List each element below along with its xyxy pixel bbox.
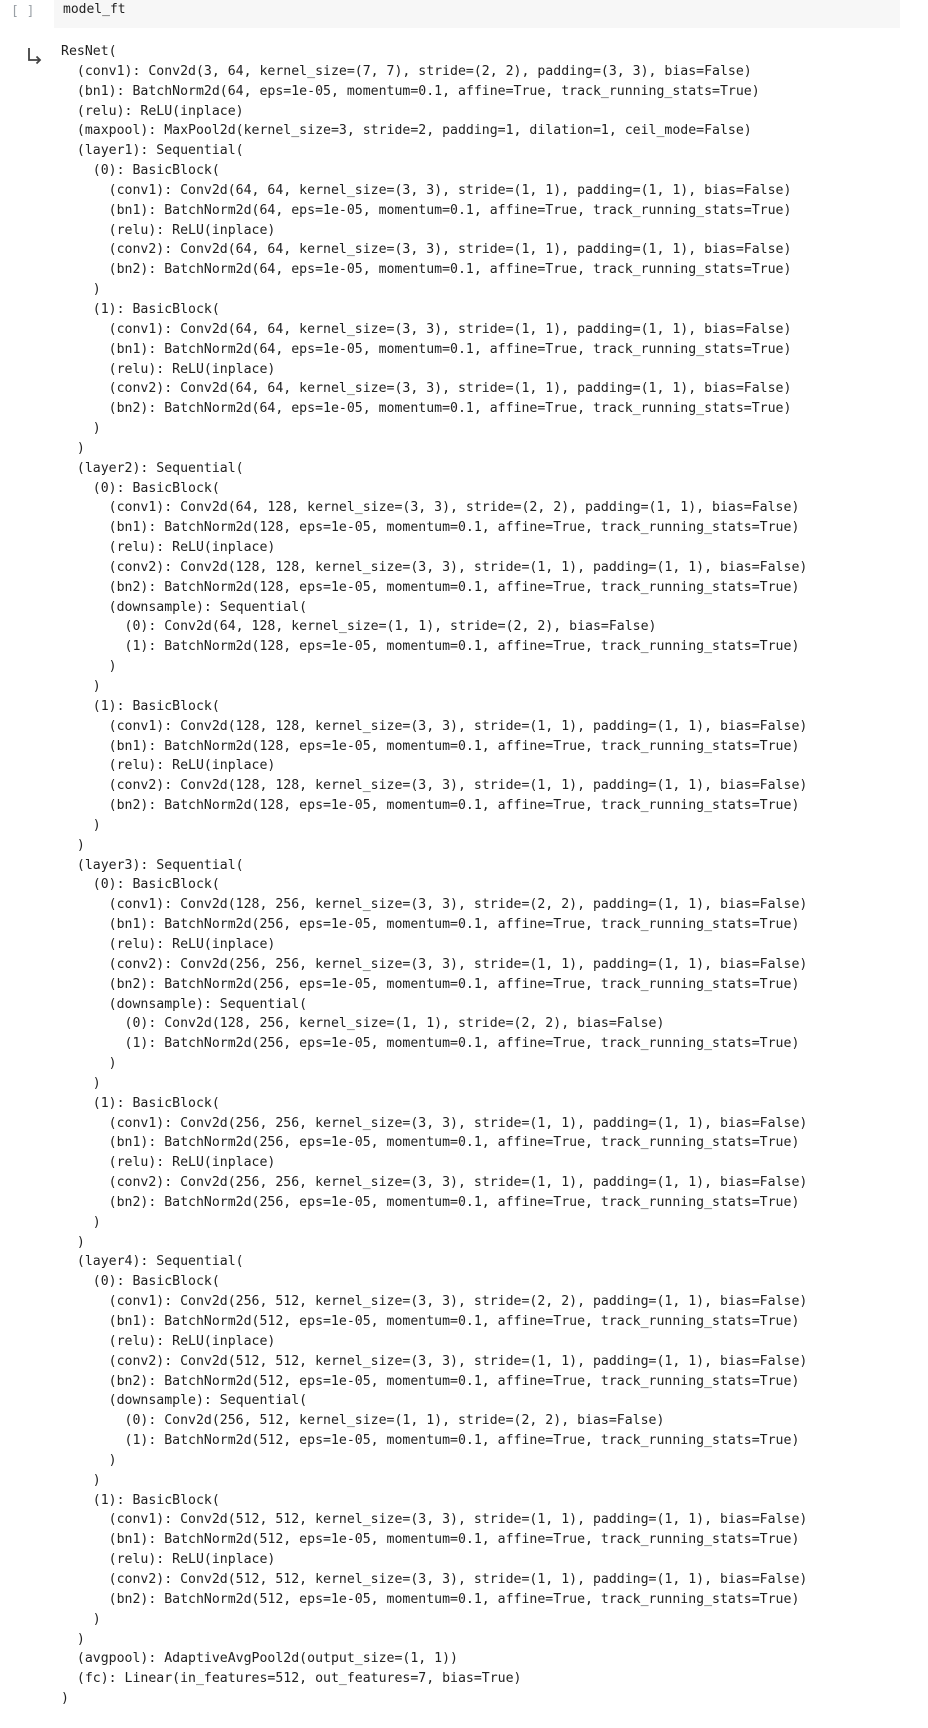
run-cell-button[interactable]: [ ] xyxy=(11,4,35,19)
code-editor[interactable] xyxy=(54,0,900,28)
output-arrow-icon[interactable] xyxy=(26,46,46,66)
model-summary-output: ResNet( (conv1): Conv2d(3, 64, kernel_size=(7, 7), stride=(2, 2), padding=(3, 3), bias=False) (bn1): BatchNorm2d(64, eps=1e-05, momentum=0.1, affine=True, track_running_stats=True) (relu): ReLU(inplace) (maxpool): MaxPool2d(kernel_size=3, stride=2, padding=1, dilation=1, ceil_mode=False) (layer1): Sequential( (0): BasicBlock( (conv1): Conv2d(64, 64, kernel_size=(3, 3), stride=(1, 1), padding=(1, 1), bias=False) (bn1): BatchNorm2d(64, eps=1e-05, momentum=0.1, affine=True, track_running_stats=True) (relu): ReLU(inplace) (conv2): Conv2d(64, 64, kernel_size=(3, 3), stride=(1, 1), padding=(1, 1), bias=False) (bn2): BatchNorm2d(64, eps=1e-05, momentum=0.1, affine=True, track_running_stats=True) ) (1): BasicBlock( (conv1): Conv2d(64, 64, kernel_size=(3, 3), stride=(1, 1), padding=(1, 1), bias=False) (bn1): BatchNorm2d(64, eps=1e-05, momentum=0.1, affine=True, track_running_stats=True) (relu): ReLU(inplace) (conv2): Conv2d(64, 64, kernel_size=(3, 3), stride=(1, 1), padding=(1, 1), bias=False) (bn2): BatchNorm2d(64, eps=1e-05, momentum=0.1, affine=True, track_running_stats=True) ) ) (layer2): Sequential( (0): BasicBlock( (conv1): Conv2d(64, 128, kernel_size=(3, 3), stride=(2, 2), padding=(1, 1), bias=False) (bn1): BatchNorm2d(128, eps=1e-05, momentum=0.1, affine=True, track_running_stats=True) (relu): ReLU(inplace) (conv2): Conv2d(128, 128, kernel_size=(3, 3), stride=(1, 1), padding=(1, 1), bias=False) (bn2): BatchNorm2d(128, eps=1e-05, momentum=0.1, affine=True, track_running_stats=True) (downsample): Sequential( (0): Conv2d(64, 128, kernel_size=(1, 1), stride=(2, 2), bias=False) (1): BatchNorm2d(128, eps=1e-05, momentum=0.1, affine=True, track_running_stats=True) ) ) (1): BasicBlock( (conv1): Conv2d(128, 128, kernel_size=(3, 3), stride=(1, 1), padding=(1, 1), bias=False) (bn1): BatchNorm2d(128, eps=1e-05, momentum=0.1, affine=True, track_running_stats=True) (relu): ReLU(inplace) (conv2): Conv2d(128, 128, kernel_size=(3, 3), stride=(1, 1), padding=(1, 1), bias=False) (bn2): BatchNorm2d(128, eps=1e-05, momentum=0.1, affine=True, track_running_stats=True) ) ) (layer3): Sequential( (0): BasicBlock( (conv1): Conv2d(128, 256, kernel_size=(3, 3), stride=(2, 2), padding=(1, 1), bias=False) (bn1): BatchNorm2d(256, eps=1e-05, momentum=0.1, affine=True, track_running_stats=True) (relu): ReLU(inplace) (conv2): Conv2d(256, 256, kernel_size=(3, 3), stride=(1, 1), padding=(1, 1), bias=False) (bn2): BatchNorm2d(256, eps=1e-05, momentum=0.1, affine=True, track_running_stats=True) (downsample): Sequential( (0): Conv2d(128, 256, kernel_size=(1, 1), stride=(2, 2), bias=False) (1): BatchNorm2d(256, eps=1e-05, momentum=0.1, affine=True, track_running_stats=True) ) ) (1): BasicBlock( (conv1): Conv2d(256, 256, kernel_size=(3, 3), stride=(1, 1), padding=(1, 1), bias=False) (bn1): BatchNorm2d(256, eps=1e-05, momentum=0.1, affine=True, track_running_stats=True) (relu): ReLU(inplace) (conv2): Conv2d(256, 256, kernel_size=(3, 3), stride=(1, 1), padding=(1, 1), bias=False) (bn2): BatchNorm2d(256, eps=1e-05, momentum=0.1, affine=True, track_running_stats=True) ) ) (layer4): Sequential( (0): BasicBlock( (conv1): Conv2d(256, 512, kernel_size=(3, 3), stride=(2, 2), padding=(1, 1), bias=False) (bn1): BatchNorm2d(512, eps=1e-05, momentum=0.1, affine=True, track_running_stats=True) (relu): ReLU(inplace) (conv2): Conv2d(512, 512, kernel_size=(3, 3), stride=(1, 1), padding=(1, 1), bias=False) (bn2): BatchNorm2d(512, eps=1e-05, momentum=0.1, affine=True, track_running_stats=True) (downsample): Sequential( (0): Conv2d(256, 512, kernel_size=(1, 1), stride=(2, 2), bias=False) (1): BatchNorm2d(512, eps=1e-05, momentum=0.1, affine=True, track_running_stats=True) ) ) (1): BasicBlock( (conv1): Conv2d(512, 512, kernel_size=(3, 3), stride=(1, 1), padding=(1, 1), bias=False) (bn1): BatchNorm2d(512, eps=1e-05, momentum=0.1, affine=True, track_running_stats=True) (relu): ReLU(inplace) (conv2): Conv2d(512, 512, kernel_size=(3, 3), stride=(1, 1), padding=(1, 1), bias=False) (bn2): BatchNorm2d(512, eps=1e-05, momentum=0.1, affine=True, track_running_stats=True) ) ) (avgpool): AdaptiveAvgPool2d(output_size=(1, 1)) (fc): Linear(in_features=512, out_features=7, bias=True) ) xyxy=(61,44,808,1707)
code-cell xyxy=(0,0,900,28)
code-text: model_ft xyxy=(63,2,126,17)
